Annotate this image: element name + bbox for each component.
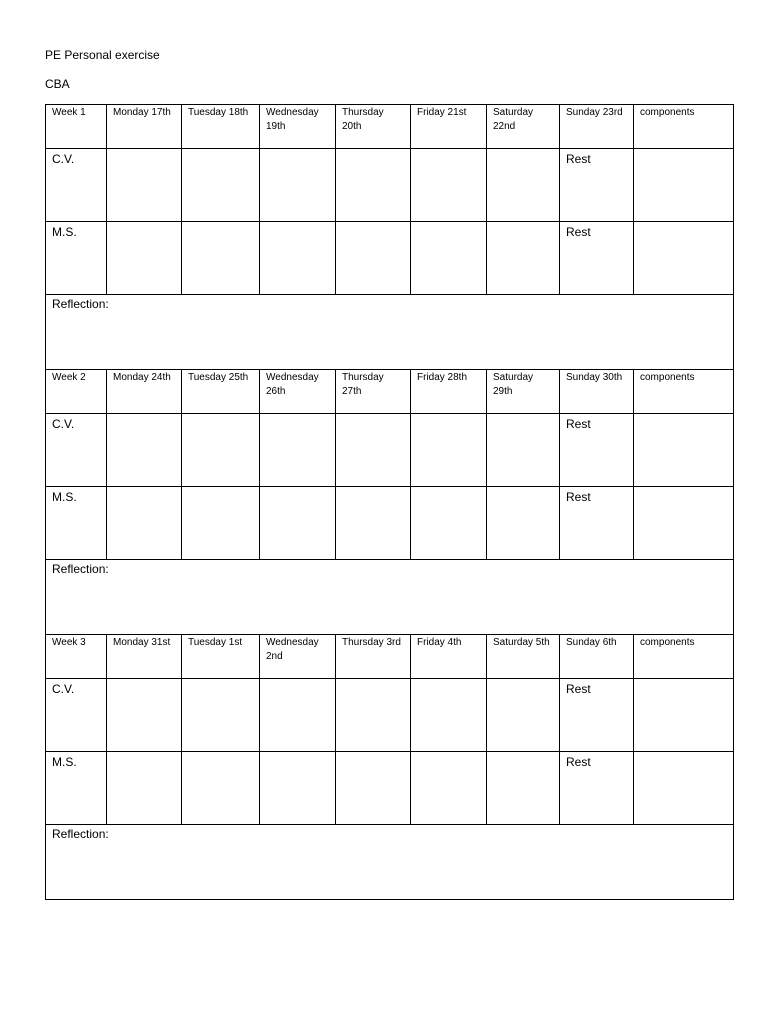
reflection-cell[interactable] xyxy=(46,295,734,370)
day-header-cell xyxy=(487,370,560,414)
day-header-cell xyxy=(107,105,182,149)
components-cell[interactable] xyxy=(634,487,734,560)
day-header-cell xyxy=(487,105,560,149)
rest-text: Rest xyxy=(566,490,591,504)
components-cell[interactable] xyxy=(634,222,734,295)
entry-cell[interactable] xyxy=(336,149,411,222)
rest-text: Rest xyxy=(566,225,591,239)
entry-cell[interactable] xyxy=(336,222,411,295)
day-header-cell xyxy=(182,370,260,414)
day-header: Thursday 3rd xyxy=(342,637,401,648)
day-header-cell xyxy=(560,370,634,414)
components-header: components xyxy=(640,107,695,118)
entry-cell[interactable] xyxy=(411,222,487,295)
entry-cell[interactable] xyxy=(260,752,336,825)
day-header: Tuesday 1st xyxy=(188,637,243,648)
entry-cell[interactable] xyxy=(487,414,560,487)
day-header: Saturday 29th xyxy=(493,372,534,397)
row-label-cell xyxy=(46,679,107,752)
day-header: Sunday 6th xyxy=(566,637,617,648)
day-header: Thursday 20th xyxy=(342,107,384,132)
entry-cell[interactable] xyxy=(487,222,560,295)
components-cell[interactable] xyxy=(634,679,734,752)
row-label: C.V. xyxy=(52,417,75,431)
entry-cell[interactable] xyxy=(411,679,487,752)
rest-cell[interactable] xyxy=(560,752,634,825)
components-cell[interactable] xyxy=(634,149,734,222)
week-label-cell xyxy=(46,635,107,679)
week-label: Week 1 xyxy=(52,107,86,118)
row-label: M.S. xyxy=(52,755,77,769)
day-header: Tuesday 25th xyxy=(188,372,249,383)
week-label-cell xyxy=(46,105,107,149)
day-header-cell xyxy=(336,635,411,679)
day-header: Sunday 30th xyxy=(566,372,623,383)
day-header-cell xyxy=(107,370,182,414)
rest-text: Rest xyxy=(566,417,591,431)
day-header-cell xyxy=(260,370,336,414)
day-header-cell xyxy=(260,635,336,679)
week-2-reflection-row xyxy=(46,560,734,635)
row-label: C.V. xyxy=(52,152,75,166)
entry-cell[interactable] xyxy=(182,222,260,295)
row-label-cell xyxy=(46,222,107,295)
week-2-cv-row xyxy=(46,414,734,487)
day-header-cell xyxy=(182,105,260,149)
entry-cell[interactable] xyxy=(107,679,182,752)
day-header-cell xyxy=(260,105,336,149)
entry-cell[interactable] xyxy=(336,752,411,825)
entry-cell[interactable] xyxy=(182,752,260,825)
row-label: M.S. xyxy=(52,225,77,239)
entry-cell[interactable] xyxy=(182,149,260,222)
rest-cell[interactable] xyxy=(560,679,634,752)
day-header: Wednesday 26th xyxy=(266,372,319,397)
week-3-header-row xyxy=(46,635,734,679)
rest-cell[interactable] xyxy=(560,222,634,295)
entry-cell[interactable] xyxy=(411,414,487,487)
day-header-cell xyxy=(336,370,411,414)
entry-cell[interactable] xyxy=(487,149,560,222)
rest-text: Rest xyxy=(566,682,591,696)
components-header-cell xyxy=(634,635,734,679)
day-header-cell xyxy=(107,635,182,679)
entry-cell[interactable] xyxy=(107,487,182,560)
components-cell[interactable] xyxy=(634,414,734,487)
components-header: components xyxy=(640,637,695,648)
week-3-ms-row xyxy=(46,752,734,825)
day-header: Sunday 23rd xyxy=(566,107,623,118)
components-cell[interactable] xyxy=(634,752,734,825)
week-2-ms-row xyxy=(46,487,734,560)
entry-cell[interactable] xyxy=(260,679,336,752)
rest-cell[interactable] xyxy=(560,149,634,222)
document-subtitle: CBA xyxy=(45,77,70,91)
entry-cell[interactable] xyxy=(107,222,182,295)
day-header: Saturday 5th xyxy=(493,637,550,648)
reflection-label: Reflection: xyxy=(52,562,109,576)
row-label-cell xyxy=(46,752,107,825)
components-header-cell xyxy=(634,105,734,149)
entry-cell[interactable] xyxy=(411,752,487,825)
entry-cell[interactable] xyxy=(336,487,411,560)
week-1-header-row xyxy=(46,105,734,149)
entry-cell[interactable] xyxy=(182,679,260,752)
day-header: Wednesday 19th xyxy=(266,107,319,132)
entry-cell[interactable] xyxy=(487,752,560,825)
week-1-reflection-row xyxy=(46,295,734,370)
entry-cell[interactable] xyxy=(107,149,182,222)
entry-cell[interactable] xyxy=(487,679,560,752)
rest-cell[interactable] xyxy=(560,414,634,487)
entry-cell[interactable] xyxy=(107,752,182,825)
day-header: Thursday 27th xyxy=(342,372,384,397)
week-3-reflection-row xyxy=(46,825,734,900)
week-2-header-row xyxy=(46,370,734,414)
week-label: Week 2 xyxy=(52,372,86,383)
day-header-cell xyxy=(560,635,634,679)
day-header: Tuesday 18th xyxy=(188,107,249,118)
components-header: components xyxy=(640,372,695,383)
reflection-label: Reflection: xyxy=(52,297,109,311)
reflection-label: Reflection: xyxy=(52,827,109,841)
row-label-cell xyxy=(46,487,107,560)
row-label: M.S. xyxy=(52,490,77,504)
week-label: Week 3 xyxy=(52,637,86,648)
entry-cell[interactable] xyxy=(182,487,260,560)
reflection-cell[interactable] xyxy=(46,560,734,635)
row-label-cell xyxy=(46,414,107,487)
day-header: Monday 31st xyxy=(113,637,171,648)
rest-text: Rest xyxy=(566,755,591,769)
entry-cell[interactable] xyxy=(336,679,411,752)
rest-cell[interactable] xyxy=(560,487,634,560)
week-1-ms-row xyxy=(46,222,734,295)
day-header: Monday 24th xyxy=(113,372,171,383)
day-header-cell xyxy=(560,105,634,149)
day-header: Friday 28th xyxy=(417,372,468,383)
entry-cell[interactable] xyxy=(260,414,336,487)
week-label-cell xyxy=(46,370,107,414)
week-1-cv-row xyxy=(46,149,734,222)
components-header-cell xyxy=(634,370,734,414)
entry-cell[interactable] xyxy=(260,487,336,560)
entry-cell[interactable] xyxy=(411,149,487,222)
entry-cell[interactable] xyxy=(336,414,411,487)
reflection-cell[interactable] xyxy=(46,825,734,900)
day-header-cell xyxy=(411,370,487,414)
document-title: PE Personal exercise xyxy=(45,48,160,62)
day-header-cell xyxy=(336,105,411,149)
day-header-cell xyxy=(182,635,260,679)
exercise-plan-table xyxy=(45,104,734,900)
day-header: Monday 17th xyxy=(113,107,171,118)
entry-cell[interactable] xyxy=(487,487,560,560)
week-3-cv-row xyxy=(46,679,734,752)
day-header: Saturday 22nd xyxy=(493,107,534,132)
rest-text: Rest xyxy=(566,152,591,166)
day-header: Friday 4th xyxy=(417,637,462,648)
row-label: C.V. xyxy=(52,682,75,696)
day-header-cell xyxy=(411,105,487,149)
day-header: Wednesday 2nd xyxy=(266,637,319,662)
entry-cell[interactable] xyxy=(107,414,182,487)
day-header: Friday 21st xyxy=(417,107,467,118)
day-header-cell xyxy=(487,635,560,679)
day-header-cell xyxy=(411,635,487,679)
row-label-cell xyxy=(46,149,107,222)
entry-cell[interactable] xyxy=(260,149,336,222)
entry-cell[interactable] xyxy=(260,222,336,295)
entry-cell[interactable] xyxy=(411,487,487,560)
entry-cell[interactable] xyxy=(182,414,260,487)
